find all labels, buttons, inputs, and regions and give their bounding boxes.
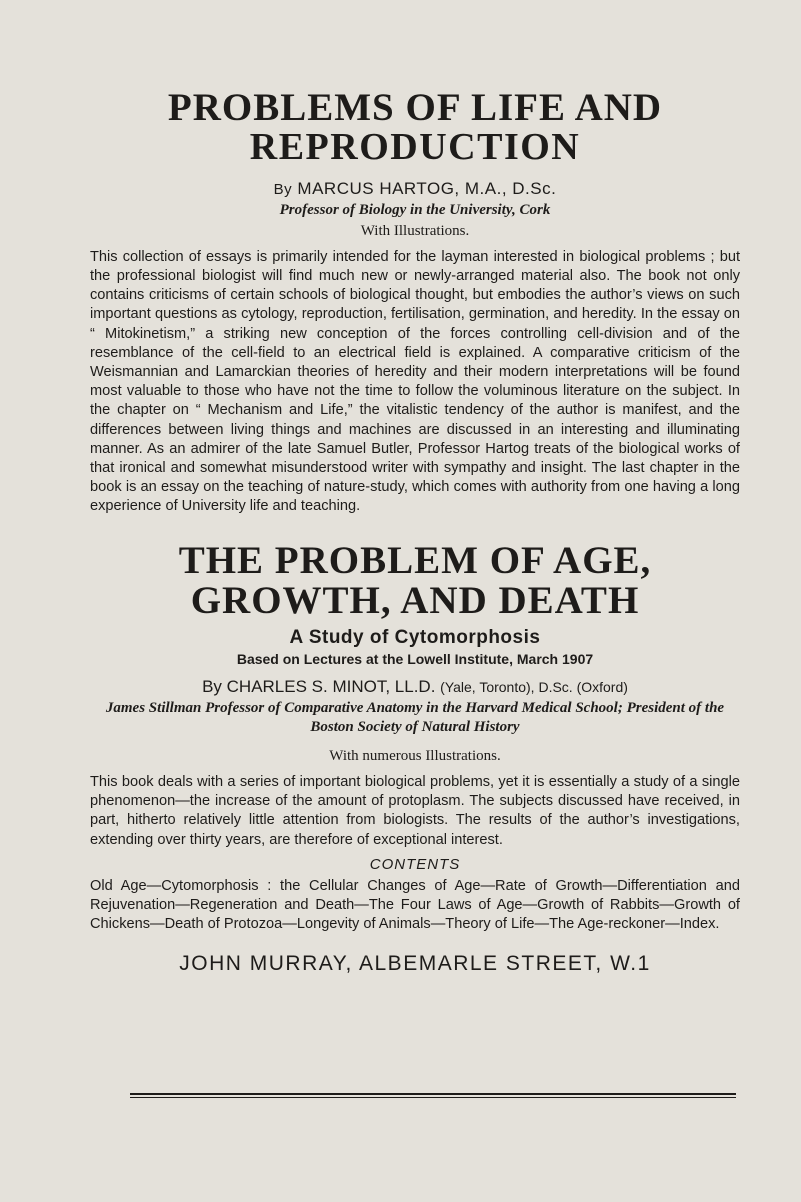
book2-subtitle: A Study of Cytomorphosis — [289, 626, 541, 648]
book1-description: This collection of essays is primarily intended for the layman interested in biological problems ; but the professional biologist will find much new or newly-arranged material also. The book not only contains criticisms of certain schools of biological thought, but embodies the author’s views on such important questions as cytology, reproduction, fertilisation, germination, and heredity. In the essay on “ Mitokinetism,” a striking new conception of the forces controlling cell-division and of the resemblance of the cell-field to an electrical field is explained. A comparative criticism of the Weismannian and Lamarckian theories of heredity and their modern interpretations will be found most valuable to those who have not the time to follow the voluminous literature on the subject. In the chapter on “ Mechanism and Life,” the vitalistic tendency of the author is manifest, and the differences between living things and machines are discussed in an interesting and illuminating manner. As an admirer of the late Samuel Butler, Professor Hartog treats of the biological works of that ironical and somewhat misunderstood writer with sympathy and insight. The last chapter in the book is an essay on the teaching of nature-study, which comes with authority from one having a long experience of University life and teaching. — [90, 248, 740, 515]
book1-illustrations: With Illustrations. — [360, 222, 470, 239]
book2-based-on: Based on Lectures at the Lowell Institute, March 1907 — [236, 650, 594, 667]
book2-author-name: CHARLES S. MINOT, LL.D. — [226, 676, 436, 696]
book1-author — [90, 179, 740, 199]
book2-illustrations: With numerous Illustrations. — [329, 747, 501, 764]
book2-contents: Old Age—Cytomorphosis : the Cellular Changes of Age—Rate of Growth—Differentiation and Rejuvenation—Regeneration and Death—The Four Laws of Age—Growth of Rabbits—Growth of Chickens—Death of Protozoa—Longevity of Animals—Theory of Life—The Age-reckoner—Index. — [90, 877, 740, 933]
book2-title-line2: GROWTH, AND DEATH — [190, 578, 640, 622]
bottom-rule — [130, 1097, 736, 1098]
top-rule — [130, 1093, 736, 1095]
publisher-imprint: JOHN MURRAY, ALBEMARLE STREET, W.1 — [179, 952, 651, 976]
book2-by: By — [202, 676, 222, 696]
book2-affiliation: James Stillman Professor of Comparative Anatomy in the Harvard Medical School; President of the Boston Society of Natural History — [105, 699, 725, 736]
book2-contents-heading: CONTENTS — [369, 855, 461, 873]
book1-title-line1: PROBLEMS OF LIFE AND — [167, 86, 663, 129]
advertisement-content — [90, 88, 740, 976]
book2-author — [90, 677, 740, 697]
book2-title-line1: THE PROBLEM OF AGE, — [178, 538, 652, 582]
book1-affiliation: Professor of Biology in the University, Cork — [279, 202, 551, 219]
book2-description: This book deals with a series of important biological problems, yet it is essentially a study of a single phenomenon—the increase of the amount of protoplasm. The subjects discussed have received, in part, hitherto relatively little attention from biologists. The results of the author’s investigations, extending over thirty years, are therefore of exceptional interest. — [90, 773, 740, 848]
book2-author-degrees: (Yale, Toronto), D.Sc. (Oxford) — [440, 678, 628, 695]
book1-title-line2: REPRODUCTION — [249, 126, 581, 169]
book1-by: By — [273, 181, 293, 199]
book1-author-name: MARCUS HARTOG, M.A., D.Sc. — [297, 179, 557, 199]
